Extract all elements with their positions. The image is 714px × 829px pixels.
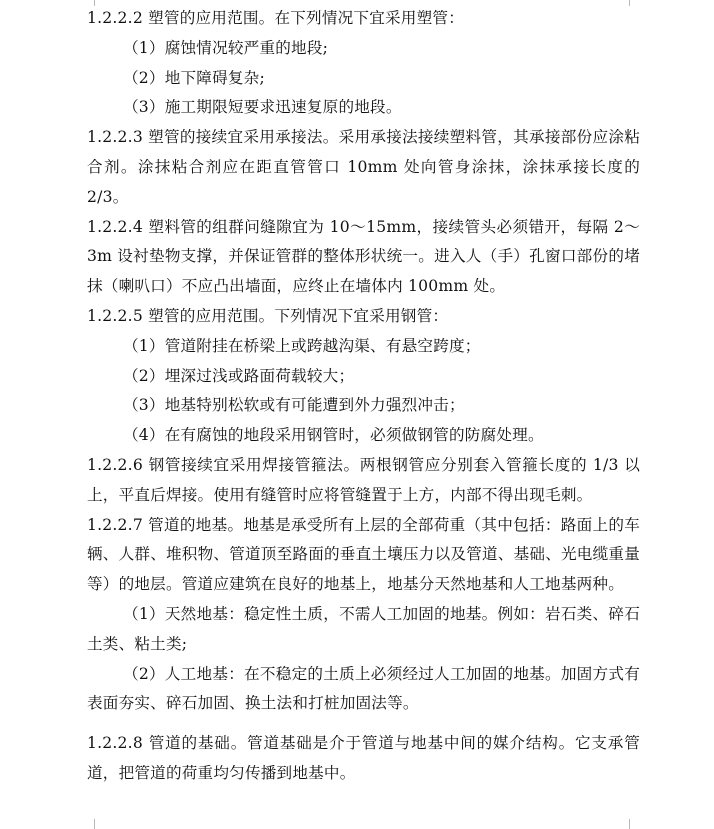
list-item: （2）地下障碍复杂;	[123, 68, 265, 87]
section-1-2-2-7: 1.2.2.7 管道的地基。地基是承受所有上层的全部荷重（其中包括：路面上的车辆、人群、堆积物、管道顶至路面的垂直土壤压力以及管道、基础、光电缆重量等）的地层。管道应建筑在良好的地基上，地基分天然地基和人工地基两种。	[87, 515, 640, 594]
section-1-2-2-8: 1.2.2.8 管道的基础。管道基础是介于管道与地基中间的媒介结构。它支承管道，把管道的荷重均匀传播到地基中。	[87, 734, 640, 782]
page-corner-mark	[82, 819, 95, 829]
section-1-2-2-3: 1.2.2.3 塑管的接续宜采用承接法。采用承接法接续塑料管，其承接部份应涂粘合剂。涂抹粘合剂应在距直管管口 10mm 处向管身涂抹，涂抹承接长度的 2/3。	[87, 128, 640, 206]
paragraph-spacer	[87, 719, 640, 729]
section-1-2-2-2: 1.2.2.2 塑管的应用范围。在下列情况下宜采用塑管：	[87, 9, 464, 27]
section-1-2-2-4: 1.2.2.4 塑料管的组群问缝隙宜为 10～15mm，接续管头必须错开，每隔 2～3m 设衬垫物支撑，并保证管群的整体形状统一。进入人（手）孔窗口部份的堵抹（喇叭口）不应凸出墙面，应终止在墙体内 100mm 处。	[87, 217, 640, 296]
list-item: （2）埋深过浅或路面荷载较大；	[123, 366, 355, 385]
list-item: （1）天然地基：稳定性土质，不需人工加固的地基。例如：岩石类、碎石土类、粘土类;	[87, 604, 640, 653]
section-1-2-2-6: 1.2.2.6 钢管接续宜采用焊接管箍法。两根钢管应分别套入管箍长度的 1/3 以上，平直后焊接。使用有缝管时应将管缝置于上方，内部不得出现毛刺。	[87, 455, 640, 504]
list-item: （3）施工期限短要求迅速复原的地段。	[123, 98, 402, 117]
page-corner-mark	[629, 819, 642, 829]
document-body	[87, 4, 640, 789]
section-1-2-2-5: 1.2.2.5 塑管的应用范围。下列情况下宜采用钢管：	[87, 306, 449, 325]
list-item: （4）在有腐蚀的地段采用钢管时，必须做钢管的防腐处理。	[123, 426, 544, 445]
list-item: （2）人工地基：在不稳定的土质上必须经过人工加固的地基。加固方式有表面夯实、碎石加固、换土法和打桩加固法等。	[87, 664, 640, 713]
list-item: （3）地基特别松软或有可能遭到外力强烈冲击；	[123, 396, 465, 415]
list-item: （1）腐蚀情况较严重的地段;	[123, 38, 329, 57]
list-item: （1）管道附挂在桥梁上或跨越沟渠、有悬空跨度；	[123, 336, 481, 355]
